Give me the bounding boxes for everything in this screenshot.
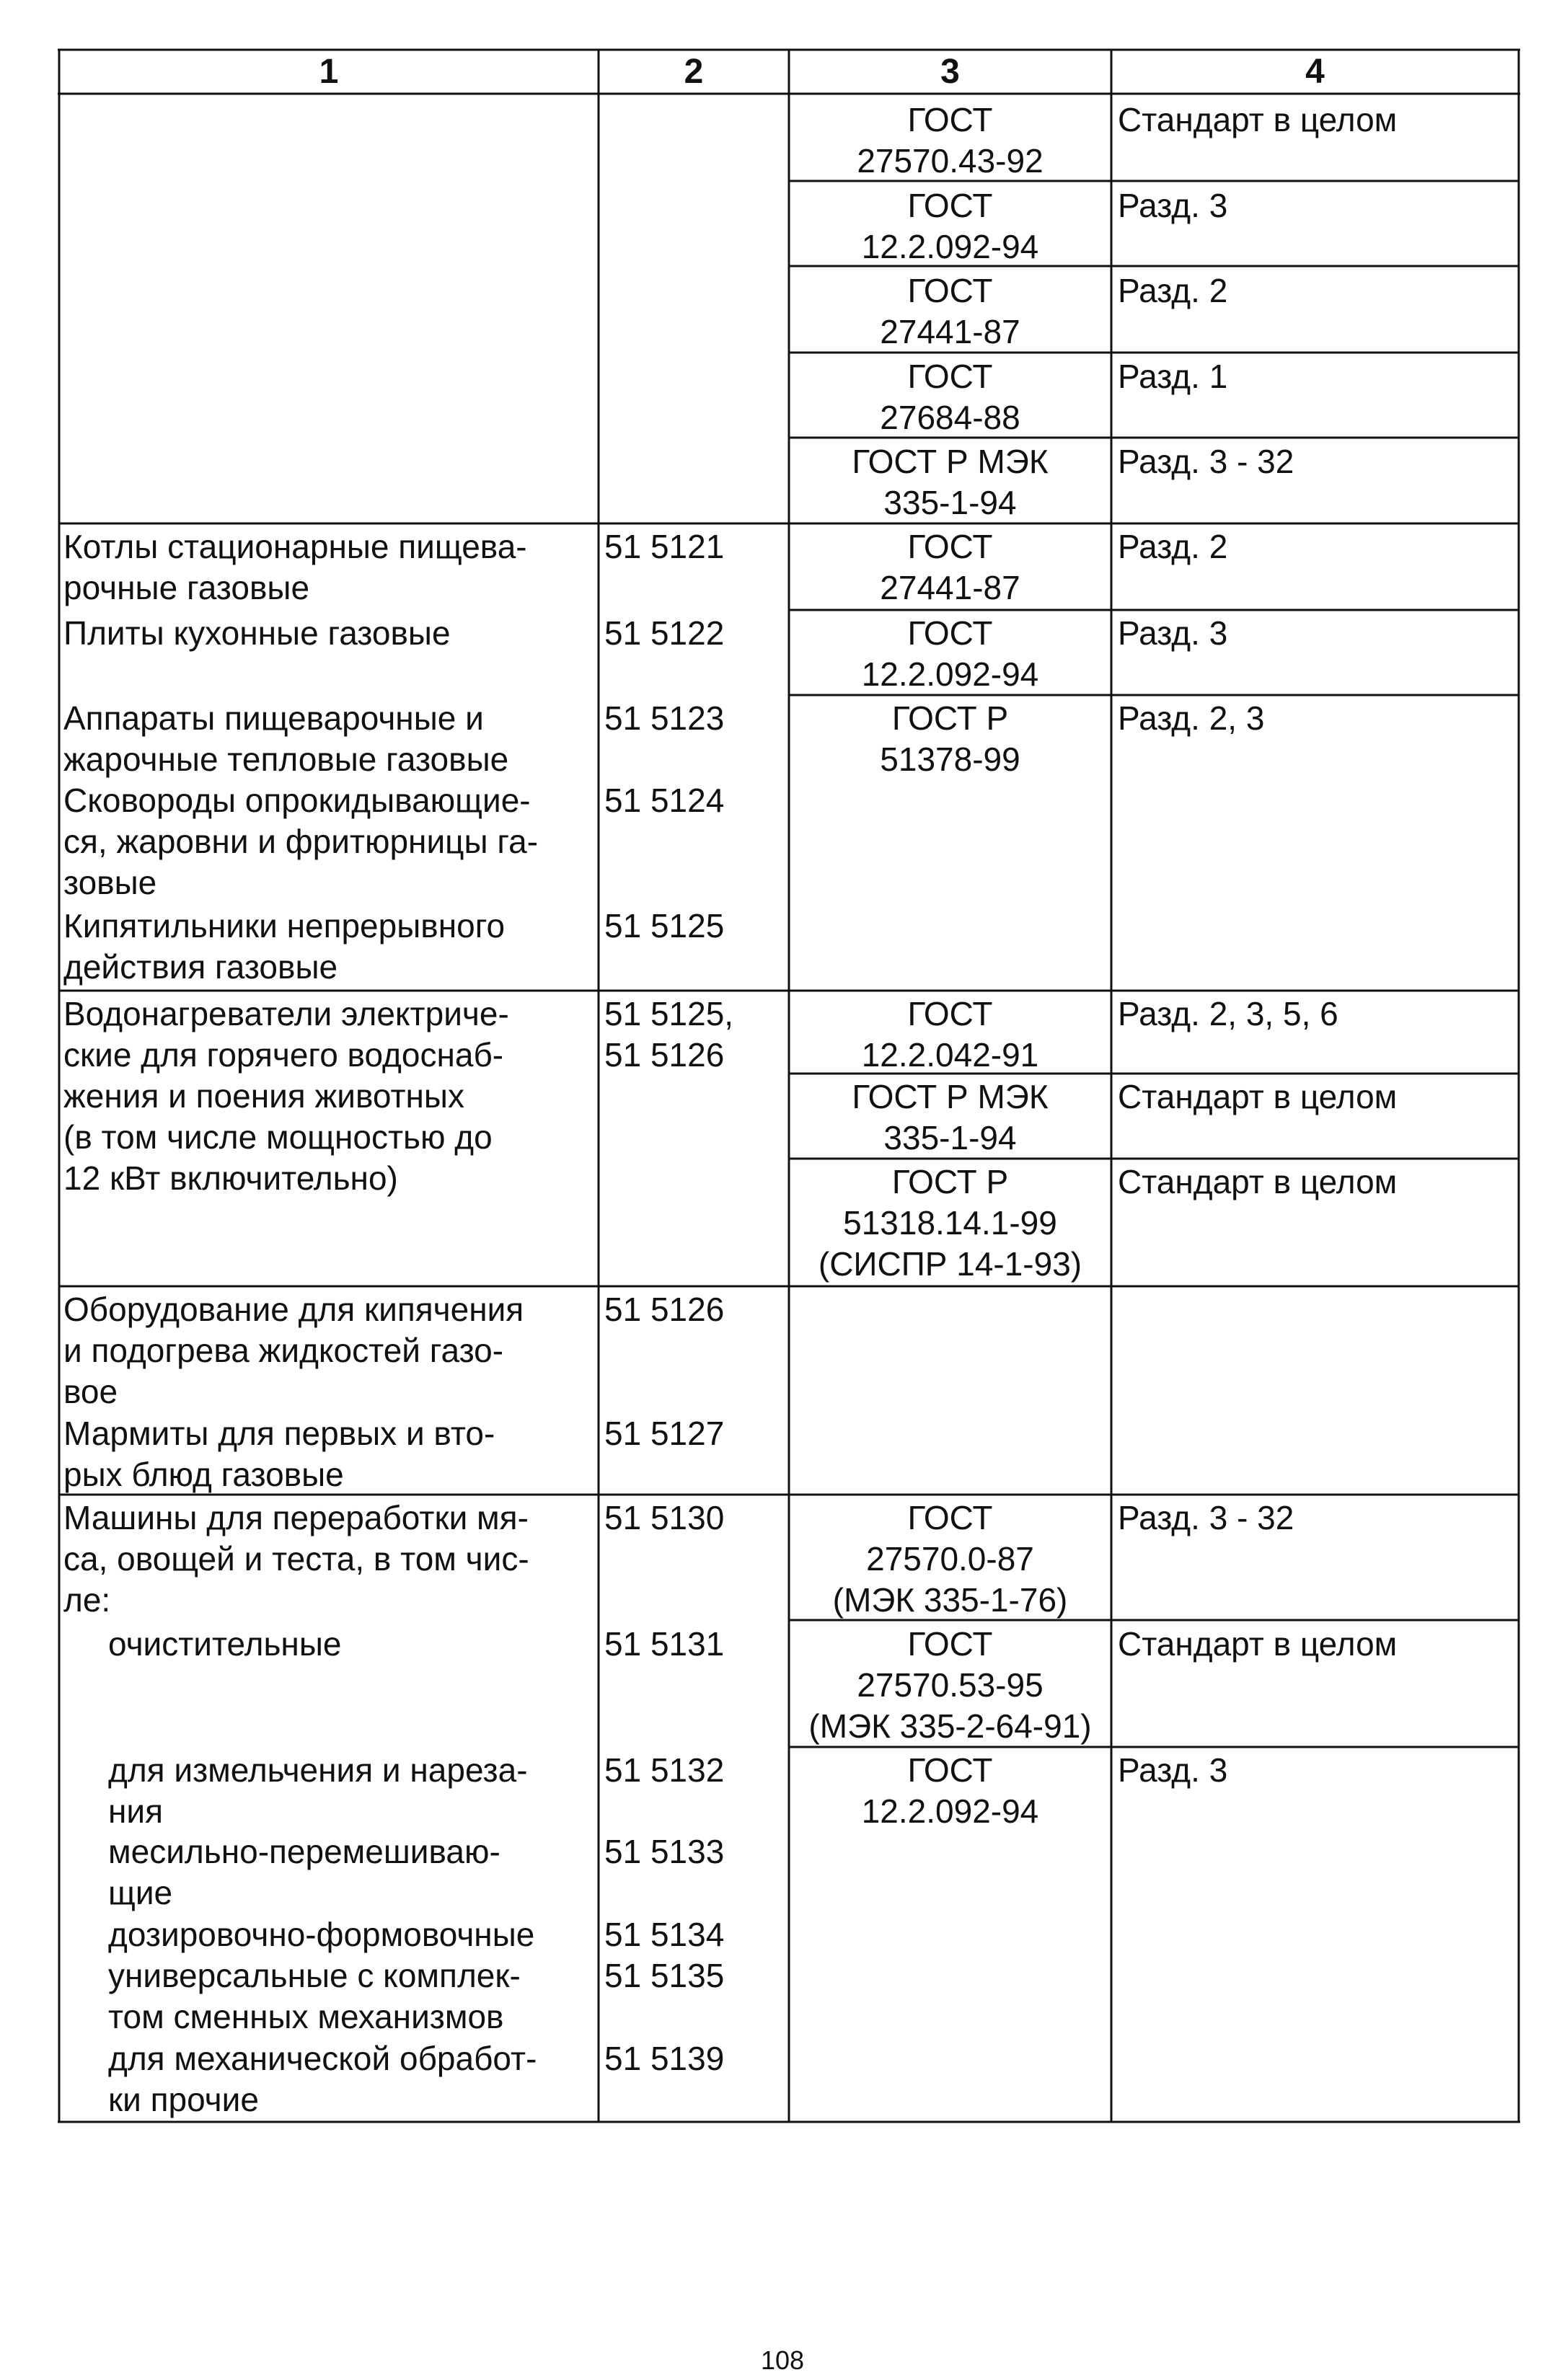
product-code: 51 5126 xyxy=(604,1291,725,1328)
product-code: 51 5133 xyxy=(604,1833,725,1870)
standard-scope: Разд. 3 xyxy=(1118,1751,1228,1789)
product-name: действия газовые xyxy=(63,948,338,986)
product-name: Сковороды опрокидывающие- xyxy=(63,782,531,819)
product-name: очистительные xyxy=(108,1625,342,1663)
standard-number: ГОСТ xyxy=(907,1499,993,1536)
product-code: 51 5126 xyxy=(604,1036,725,1074)
product-code: 51 5121 xyxy=(604,528,725,565)
product-name: ся, жаровни и фритюрницы га- xyxy=(63,823,539,860)
standard-scope: Стандарт в целом xyxy=(1118,1163,1398,1200)
product-code: 51 5134 xyxy=(604,1916,725,1953)
product-name: для измельчения и нареза- xyxy=(108,1751,528,1789)
product-name: щие xyxy=(108,1874,173,1911)
standard-number: 27570.0-87 xyxy=(866,1540,1034,1578)
standard-number: ГОСТ xyxy=(907,1625,993,1663)
product-code: 51 5127 xyxy=(604,1415,725,1452)
product-name: ки прочие xyxy=(108,2081,259,2118)
standard-scope: Разд. 1 xyxy=(1118,358,1228,395)
standard-scope: Стандарт в целом xyxy=(1118,1625,1398,1663)
standard-scope: Стандарт в целом xyxy=(1118,101,1398,138)
standard-number: 27441-87 xyxy=(880,569,1020,606)
standard-scope: Разд. 3 xyxy=(1118,187,1228,224)
product-name: Машины для переработки мя- xyxy=(63,1499,529,1536)
product-name: Оборудование для кипячения xyxy=(63,1291,524,1328)
standard-number: 335-1-94 xyxy=(883,1119,1017,1156)
standard-number: ГОСТ xyxy=(907,101,993,138)
page-number: 108 xyxy=(760,2345,805,2375)
product-name: том сменных механизмов xyxy=(108,1998,504,2035)
standard-number: (СИСПР 14-1-93) xyxy=(818,1245,1082,1283)
product-name: жения и поения животных xyxy=(63,1077,464,1115)
product-name: для механической обработ- xyxy=(108,2040,537,2077)
standard-number: 12.2.042-91 xyxy=(861,1036,1039,1074)
product-code: 51 5135 xyxy=(604,1957,725,1994)
product-name: жарочные тепловые газовые xyxy=(63,740,509,778)
standard-number: (МЭК 335-2-64-91) xyxy=(808,1707,1092,1745)
product-name: 12 кВт включительно) xyxy=(63,1159,398,1197)
standard-number: ГОСТ Р МЭК xyxy=(852,1078,1049,1115)
product-name: Плиты кухонные газовые xyxy=(63,614,451,652)
header-col-2: 2 xyxy=(684,53,704,91)
product-name: универсальные с комплек- xyxy=(108,1957,521,1994)
standard-scope: Разд. 2, 3, 5, 6 xyxy=(1118,995,1338,1032)
standard-scope: Стандарт в целом xyxy=(1118,1078,1398,1115)
product-name: зовые xyxy=(63,864,157,901)
standard-number: 27684-88 xyxy=(880,399,1020,436)
product-name: месильно-перемешиваю- xyxy=(108,1833,500,1870)
header-col-4: 4 xyxy=(1305,53,1325,91)
standard-number: 12.2.092-94 xyxy=(861,228,1039,265)
product-name: рых блюд газовые xyxy=(63,1456,344,1493)
standard-number: 51378-99 xyxy=(880,740,1020,778)
product-name: рочные газовые xyxy=(63,569,310,606)
product-name: Котлы стационарные пищева- xyxy=(63,528,527,565)
product-name: ле: xyxy=(63,1581,111,1619)
product-name: ские для горячего водоснаб- xyxy=(63,1036,504,1074)
standard-number: ГОСТ xyxy=(907,358,993,395)
product-name: Аппараты пищеварочные и xyxy=(63,699,484,737)
standard-number: 51318.14.1-99 xyxy=(843,1204,1057,1242)
product-name: Водонагреватели электриче- xyxy=(63,995,509,1032)
standard-number: 27570.53-95 xyxy=(857,1666,1043,1704)
product-name: Мармиты для первых и вто- xyxy=(63,1415,495,1452)
product-name: и подогрева жидкостей газо- xyxy=(63,1332,504,1369)
product-code: 51 5122 xyxy=(604,614,725,652)
standard-number: ГОСТ xyxy=(907,614,993,652)
standard-scope: Разд. 2, 3 xyxy=(1118,699,1265,737)
product-code: 51 5139 xyxy=(604,2040,725,2077)
standard-number: 27441-87 xyxy=(880,313,1020,350)
standard-number: ГОСТ Р xyxy=(891,1163,1009,1200)
standard-number: ГОСТ xyxy=(907,995,993,1032)
standard-number: 12.2.092-94 xyxy=(861,1792,1039,1830)
standard-number: ГОСТ xyxy=(907,187,993,224)
standard-number: 335-1-94 xyxy=(883,484,1017,521)
standard-scope: Разд. 2 xyxy=(1118,272,1228,309)
standard-number: 12.2.092-94 xyxy=(861,655,1039,693)
product-name: Кипятильники непрерывного xyxy=(63,907,506,945)
standard-number: (МЭК 335-1-76) xyxy=(832,1581,1068,1619)
header-col-1: 1 xyxy=(319,53,339,91)
standard-scope: Разд. 3 xyxy=(1118,614,1228,652)
standard-scope: Разд. 3 - 32 xyxy=(1118,443,1294,480)
standard-number: ГОСТ xyxy=(907,528,993,565)
product-name: (в том числе мощностью до xyxy=(63,1118,493,1156)
product-name: вое xyxy=(63,1373,118,1410)
standard-scope: Разд. 2 xyxy=(1118,528,1228,565)
header-col-3: 3 xyxy=(940,53,960,91)
standard-number: ГОСТ Р МЭК xyxy=(852,443,1049,480)
product-code: 51 5130 xyxy=(604,1499,725,1536)
standard-number: ГОСТ xyxy=(907,272,993,309)
product-code: 51 5123 xyxy=(604,699,725,737)
product-name: дозировочно-формовочные xyxy=(108,1916,535,1953)
product-name: ния xyxy=(108,1792,164,1830)
product-code: 51 5131 xyxy=(604,1625,725,1663)
product-code: 51 5125 xyxy=(604,907,725,945)
product-name: са, овощей и теста, в том чис- xyxy=(63,1540,529,1578)
product-code: 51 5125, xyxy=(604,995,734,1032)
standard-scope: Разд. 3 - 32 xyxy=(1118,1499,1294,1536)
standard-number: ГОСТ xyxy=(907,1751,993,1789)
product-code: 51 5124 xyxy=(604,782,725,819)
standard-number: 27570.43-92 xyxy=(857,142,1043,180)
standard-number: ГОСТ Р xyxy=(891,699,1009,737)
product-code: 51 5132 xyxy=(604,1751,725,1789)
